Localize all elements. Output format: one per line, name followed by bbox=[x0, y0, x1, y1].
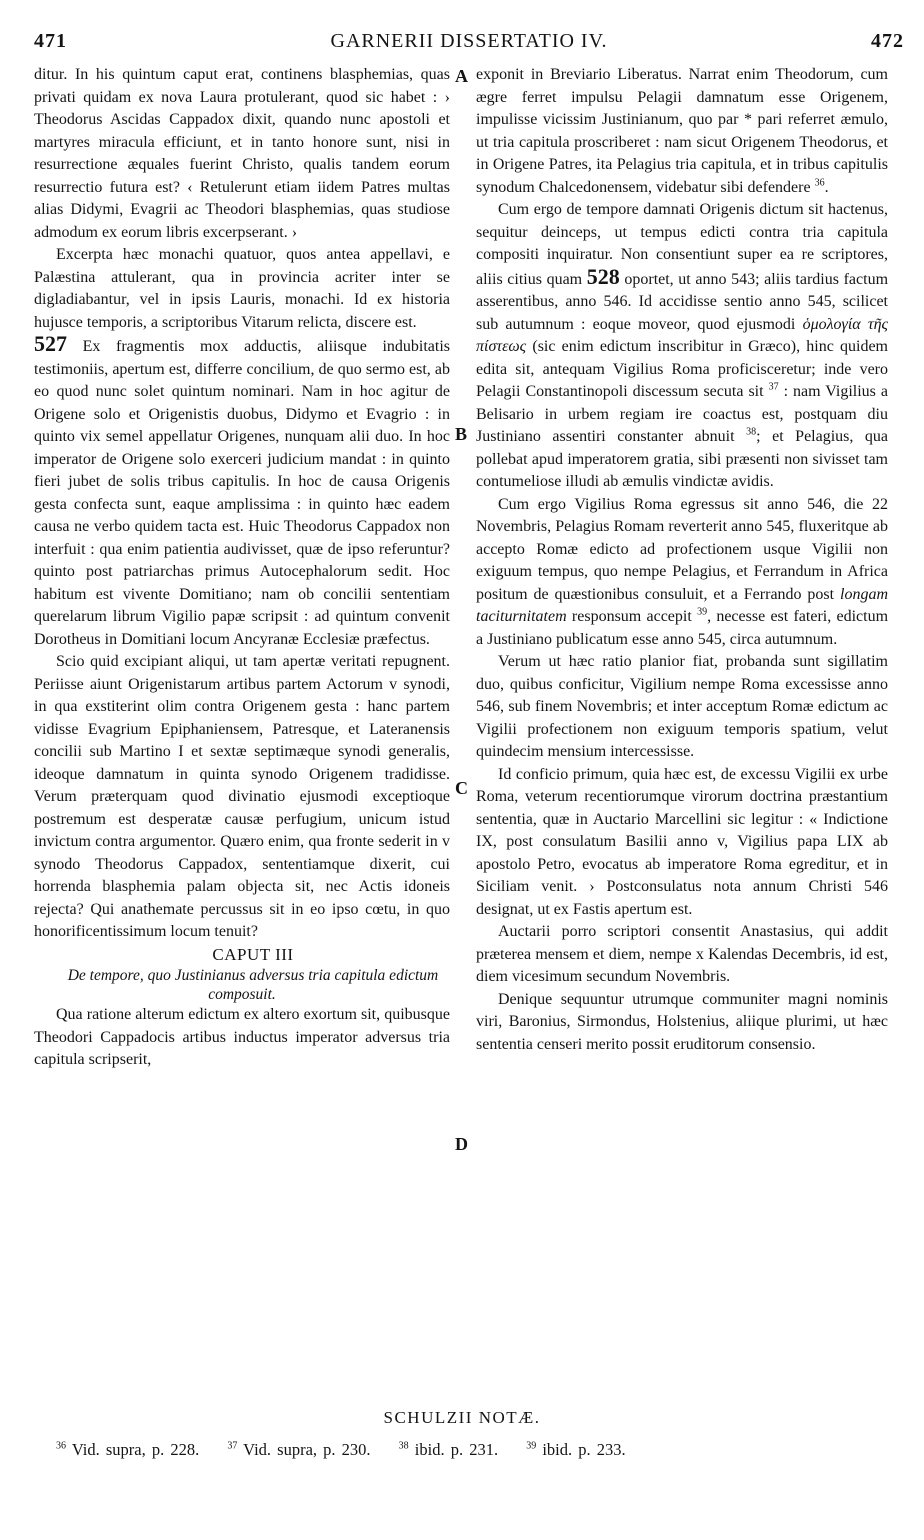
paragraph-text: : nam Vigilius a Belisario in urbem regiam ire coactus est, postquam diu Justiniano assentiri constanter abnuit bbox=[476, 383, 889, 445]
right-paragraph: Verum ut hæc ratio planior fiat, probanda sunt sigillatim duo, quibus conficitur, Vigilium nempe Roma excessisse anno 546, sub finem Novembris; et inter acceptum Romæ edictum ac Vigilii profectionem non exiguum temporis spatium, velut quindecim mensium intercessisse. bbox=[476, 653, 888, 760]
right-paragraph: Id conficio primum, quia hæc est, de excessu Vigilii ex urbe Roma, veterum recentiorumque virorum doctrina præstantium sententia, quæ in Auctario Marcellini sic legitur : « Indictione IX, post consulatum Basilii anno v, Vigilius papa LIX ab apostolo Petro, evocatus ab imperatore Roma egreditur, et in Siciliam venit. › Postconsulatus nota annum Christi 546 designat, ut ex Fastis apertum est. bbox=[476, 765, 888, 918]
right-paragraph bbox=[476, 494, 888, 652]
left-paragraph: ditur. In his quintum caput erat, continens blasphemias, quas privati quidam ex nova Laura protulerant, quod sic habet : › Theodorus Ascidas Cappadox dixit, quando nunc apostoli et martyres miracula efficiunt, et in tanto honore sunt, nisi in resurrectione æquales fuerint Christo, qualis tandem eorum resurrectio futura est? ‹ Retulerunt etiam iidem Patres multas alias Didymi, Evagrii ac Theodori blasphemias, quas studiose admodum ex eorum libris excerpserant. › bbox=[34, 66, 450, 241]
paragraph-text: ; et Pelagius, qua pollebat apud imperatorem gratia, sibi præsenti non sivisset tam contumeliose illudi ab æmulis vindictæ avidis. bbox=[476, 428, 889, 490]
side-letter-c: C bbox=[455, 778, 468, 798]
right-column bbox=[476, 64, 888, 1056]
left-paragraph: Scio quid excipiant aliqui, ut tam apertæ veritati repugnent. Periisse aiunt Origenistarum artibus partem Actorum v synodi, in qua exstiterint olim contra Origenem gesta : hanc partem vidisse Evagrium Epiphaniensem, Patresque, et Lateranensis concilii sub Martino I et sextæ septimæque synodi generalis, ideoque damnatum in quinta synodo Origenem tradidisse. Verum præterquam quod divinatio ejusmodi exceptioque postremum est desperatæ causæ perfugium, unicum istud invictum contra argumentor. Quæro enim, qua fronte sederit in v synodo Theodorus Cappadox, sententiamque dixerit, cui horrenda blasphemia palam objecta sit, nec Actis idoneis rejecta? Qui anathemate percussus sit in eo ipso cœtu, in quo honorificentissimum locum tenuit? bbox=[34, 653, 450, 940]
paragraph-text: responsum accepit bbox=[571, 608, 692, 625]
running-title: GARNERII DISSERTATIO IV. bbox=[330, 30, 608, 52]
footnote-text: Vid. supra, p. 228. bbox=[71, 1440, 200, 1459]
footnote bbox=[526, 1440, 625, 1459]
paragraph-text: Ex fragmentis mox adductis, aliisque indubitatis testimoniis, apertum est, differre concilium, de quo sermo est, ab eo quod nunc solet quintum nominari. Nam in hoc agitur de Origene solo et Origenistis duobus, Didymo et Evagrio : in quinto vix semel appellatur Origenes, nunquam alii duo. In hoc imperator de Origene solo exerceri judicium mandat : in quinto fieri jubet de solis tribus capitulis. In hoc de causa Origenis gesta confecta sunt, eaque amplissima : in quinto hæc eadem causa ne verbo quidem tacta est. Huic Theodorus Cappadox non interfuit : qua enim patientia audivisset, quæ de ipso referuntur? quinto post patriarchas primus Autocephalorum sedit. Hoc habitum est vivente Domitiano; nam ob concilii sententiam querelarum librum Vigilio papæ scripsit : ad quintum convenit Dorotheus in Domitiani locum Ancyranæ Ecclesiæ præfectus. bbox=[34, 338, 451, 648]
paragraph-text: . bbox=[824, 178, 829, 196]
notes-heading: SCHULZII NOTÆ. bbox=[383, 1408, 541, 1427]
right-paragraph: Auctarii porro scriptori consentit Anastasius, qui addit præterea mensem et diem, nempe x Kalendas Decembris, id est, diem vicesimum secundum Novembris. bbox=[476, 923, 888, 985]
page-header bbox=[34, 30, 904, 64]
footnote bbox=[227, 1440, 370, 1459]
left-paragraph: Qua ratione alterum edictum ex altero exortum sit, quibusque Theodori Cappadocis artibus inductus imperator adversus tria capitula scripserit, bbox=[34, 1006, 450, 1068]
chapter-title: CAPUT III bbox=[212, 944, 294, 964]
footnotes bbox=[56, 1440, 894, 1460]
footnote-ref: 38 bbox=[746, 426, 757, 438]
footnote-text: Vid. supra, p. 230. bbox=[243, 1440, 371, 1459]
paragraph-text: (sic enim edictum inscribitur in Græco), hinc quidem edita sit, antequam Vigilius Roma proficisceretur; inde vero Pelagii Constantinopoli discessum secuta sit bbox=[476, 338, 888, 400]
paragraph-text: Cum ergo de tempore damnati Origenis dictum sit hactenus, sequitur deinceps, ut tempus edicti contra tria capitula compositi inquiratur. Non consentiunt super ea re scriptores, aliis citius quam bbox=[476, 201, 888, 288]
right-paragraph bbox=[476, 64, 888, 199]
footnote-number: 36 bbox=[56, 1440, 66, 1452]
side-letter-a: A bbox=[455, 66, 468, 86]
footnote-number: 37 bbox=[227, 1440, 238, 1452]
footnote-number: 39 bbox=[526, 1440, 537, 1452]
side-letter-b: B bbox=[455, 424, 468, 444]
footnote bbox=[399, 1440, 498, 1459]
footnote-text: ibid. p. 233. bbox=[542, 1440, 626, 1459]
margin-number-528: 528 bbox=[586, 263, 620, 289]
margin-number-527: 527 bbox=[34, 331, 67, 356]
left-paragraph bbox=[34, 331, 451, 651]
greek-phrase: ὁμολογία τῆς πίστεως bbox=[476, 315, 889, 355]
italic-phrase: longam taciturnitatem bbox=[476, 585, 888, 625]
footnote-text: ibid. p. 231. bbox=[414, 1440, 499, 1459]
footnote-ref: 37 bbox=[768, 381, 779, 393]
footnote bbox=[56, 1440, 199, 1459]
paragraph-text: , necesse est fateri, edictum a Justiniano publicatum esse anno 545, circa autumnum. bbox=[476, 608, 889, 648]
right-paragraph: Denique sequuntur utrumque communiter magni nominis viri, Baronius, Sirmondus, Holstenius, aliique plurimi, ut hæc sententia censeri merito possit eruditorum consensio. bbox=[476, 990, 888, 1053]
page-number-right: 472 bbox=[871, 30, 904, 52]
side-letter-d: D bbox=[455, 1134, 468, 1154]
right-paragraph bbox=[476, 199, 888, 494]
left-paragraph: Excerpta hæc monachi quatuor, quos antea appellavi, e Palæstina attulerant, qua in provincia acriter inter se digladiabantur, vel in ipsis Lauris, monachi. Id ex historia hujusce temporis, a scriptoribus Vitarum relicta, discere est. bbox=[34, 246, 450, 331]
footnote-number: 38 bbox=[398, 1440, 409, 1452]
footnote-ref: 39 bbox=[697, 606, 708, 618]
page-number-left: 471 bbox=[34, 30, 67, 52]
paragraph-text: exponit in Breviario Liberatus. Narrat enim Theodorum, cum ægre ferret impulsu Pelagii damnatum esse Origenem, impulisse vicissim Justinianum, quo par * pari referret æmulo, ut tria capitula proscriberet : nam sicut Origenem Theodorus, et in Origene Patres, ita Pelagius tria capitula, et in tribus capitulis synodum Chalcedonensem, videbatur sibi defendere bbox=[476, 66, 888, 196]
paragraph-text: Cum ergo Vigilius Roma egressus sit anno 546, die 22 Novembris, Pelagius Romam reverterit anno 545, fluxeritque ab accepto Romæ edicto ad profectionem usque Vigilii non exiguum tempus, quo nempe Pelagius, et Ferrandum in Africa positum de quæstionibus consuluit, et a Ferrando post bbox=[476, 495, 888, 603]
left-column bbox=[34, 64, 450, 1072]
footnote-ref: 36 bbox=[814, 177, 825, 189]
paragraph-text: oportet, ut anno 543; aliis tardius factum asserentibus, anno 546. Id accidisse sentio anno 545, scilicet sub autumnum : eoque moveor, quod ejusmodi bbox=[476, 270, 889, 333]
chapter-subtitle: De tempore, quo Justinianus adversus tria capitula edictum composuit. bbox=[67, 967, 439, 1003]
